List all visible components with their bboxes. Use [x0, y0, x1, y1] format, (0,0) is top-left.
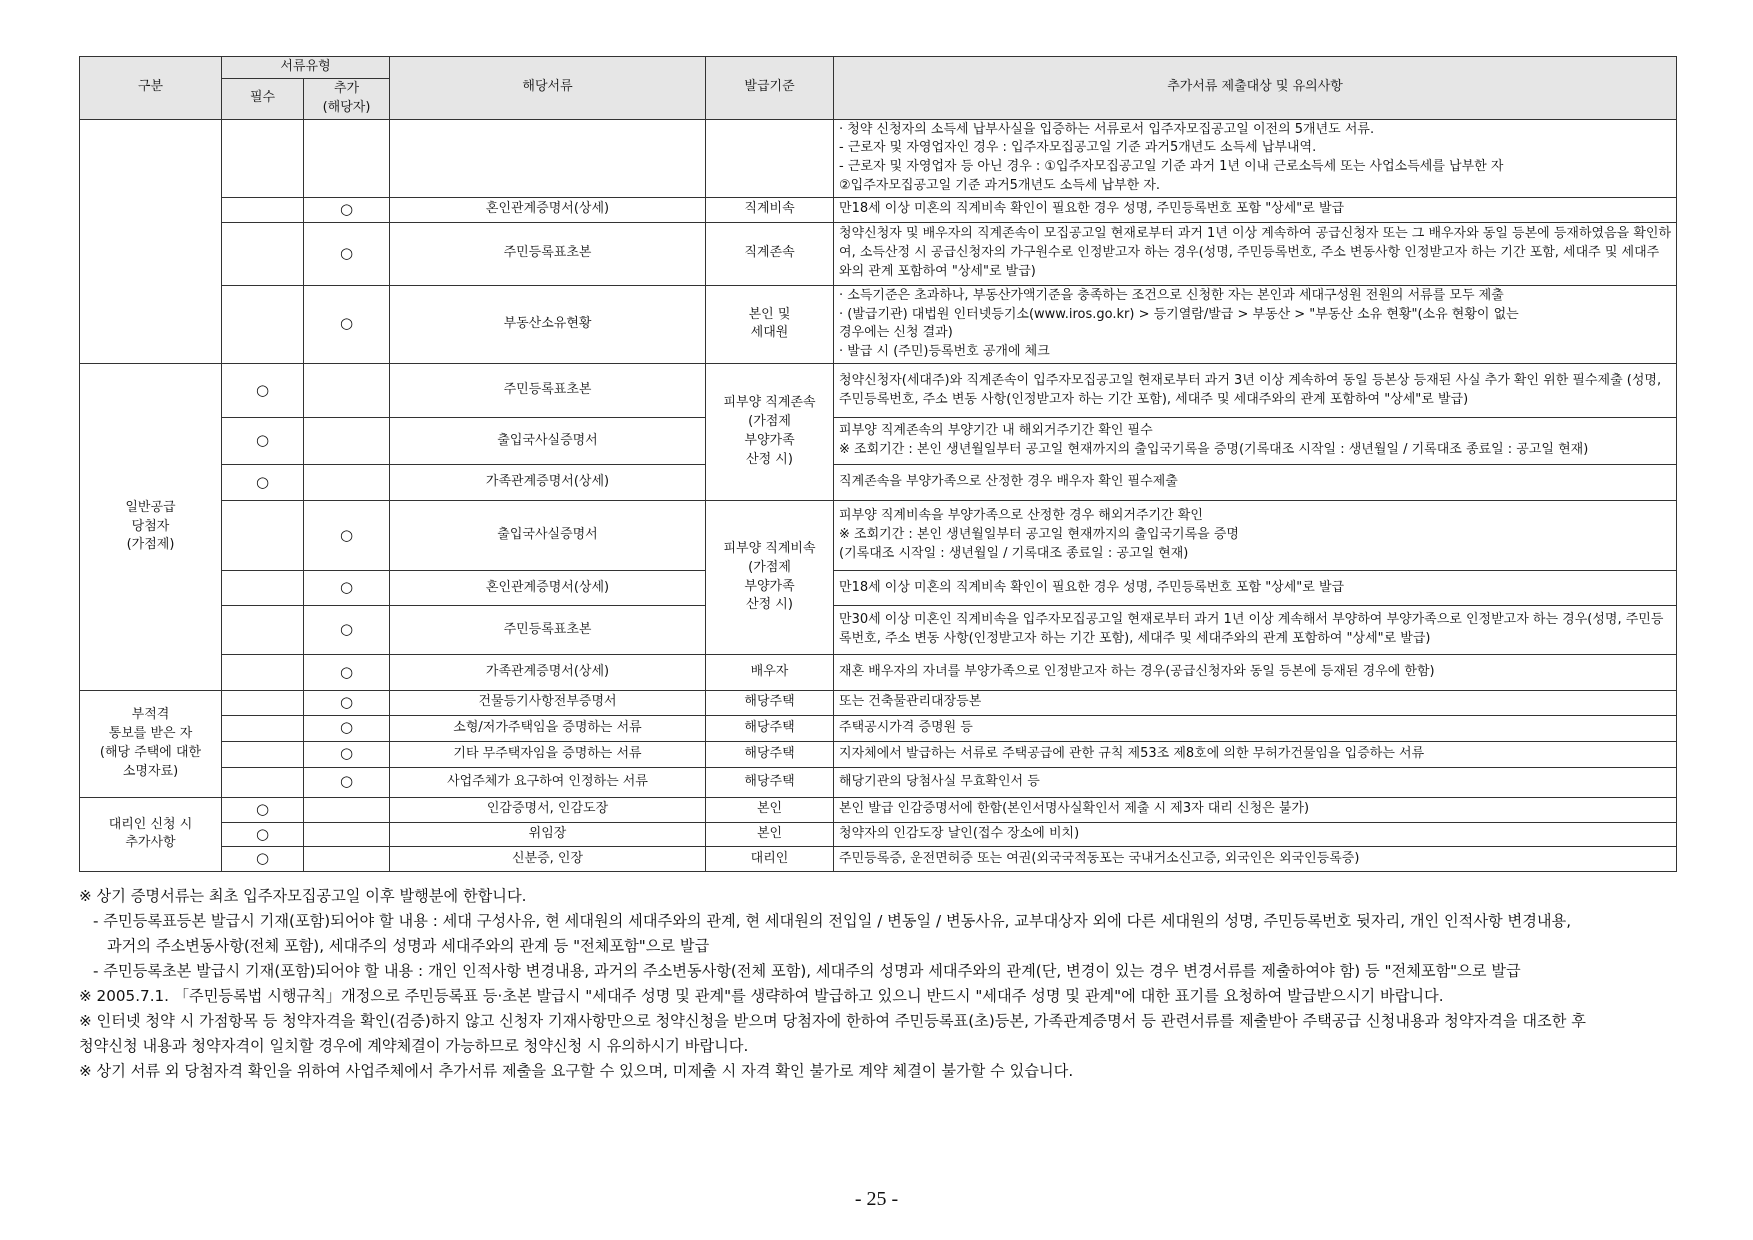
basis-cell: 본인 — [706, 822, 834, 847]
table-row — [80, 418, 1677, 465]
group-proxy-application: 대리인 신청 시 추가사항 — [80, 797, 222, 871]
note-cell: 피부양 직계비속을 부양가족으로 산정한 경우 해외거주기간 확인 ※ 조회기간 : 본인 생년월일부터 공고일 현재까지의 출입국기록을 증명 (기록대조 시작일 : 생년월일 / 기록대조 종료일 : 공고일 현재) — [834, 501, 1677, 571]
footnote: ※ 2005.7.1. 「주민등록법 시행규칙」개정으로 주민등록표 등·초본 발급시 "세대주 성명 및 관계"를 생략하여 발급하고 있으니 반드시 "세대주 성명 및 관계"에 대한 표기를 요청하여 발급받으시기 바랍니다. — [79, 987, 1444, 1005]
required-documents-table — [79, 56, 1677, 872]
document-cell: 혼인관계증명서(상세) — [390, 197, 706, 222]
additional-mark: ○ — [304, 222, 390, 285]
additional-mark: ○ — [304, 741, 390, 767]
footnote: - 주민등록초본 발급시 기재(포함)되어야 할 내용 : 개인 인적사항 변경내용, 과거의 주소변동사항(전체 포함), 세대주의 성명과 세대주와의 관계(단, 변경이 있는 경우 변경서류를 제출하여야 함) 등 "전체포함"으로 발급 — [93, 962, 1521, 980]
document-cell: 소형/저가주택임을 증명하는 서류 — [390, 715, 706, 741]
note-cell: 재혼 배우자의 자녀를 부양가족으로 인정받고자 하는 경우(공급신청자와 동일 등본에 등재된 경우에 한함) — [834, 655, 1677, 691]
footnotes — [79, 884, 1679, 1084]
table-row — [80, 767, 1677, 797]
document-cell: 위임장 — [390, 822, 706, 847]
basis-cell: 배우자 — [706, 655, 834, 691]
additional-mark: ○ — [304, 571, 390, 606]
note-cell: · 청약 신청자의 소득세 납부사실을 입증하는 서류로서 입주자모집공고일 이전의 5개년도 서류. - 근로자 및 자영업자인 경우 : 입주자모집공고일 기준 과거5개년도 소득세 납부내역. - 근로자 및 자영업자 등 아닌 경우 : ①입주자모집공고일 기준 과거 1년 이내 근로소득세 또는 사업소득세를 납부한 자 ②입주자모집공고일 기준 과거5개년도 소득세 납부한 자. — [834, 119, 1677, 197]
document-cell: 혼인관계증명서(상세) — [390, 571, 706, 606]
table-row — [80, 364, 1677, 418]
basis-cell: 직계존속 — [706, 222, 834, 285]
note-cell: 청약자의 인감도장 날인(접수 장소에 비치) — [834, 822, 1677, 847]
basis-cell: 해당주택 — [706, 691, 834, 716]
table-row — [80, 691, 1677, 716]
table-row — [80, 606, 1677, 655]
table-row — [80, 655, 1677, 691]
document-cell: 사업주체가 요구하여 인정하는 서류 — [390, 767, 706, 797]
table-row — [80, 571, 1677, 606]
table-row — [80, 465, 1677, 501]
document-cell: 가족관계증명서(상세) — [390, 465, 706, 501]
document-cell: 신분증, 인장 — [390, 847, 706, 872]
group-general-supply: 일반공급 당첨자 (가점제) — [80, 364, 222, 691]
footnote: ※ 상기 증명서류는 최초 입주자모집공고일 이후 발행분에 한합니다. — [79, 887, 527, 905]
footnote: 청약신청 내용과 청약자격이 일치할 경우에 계약체결이 가능하므로 청약신청 시 유의하시기 바랍니다. — [79, 1037, 749, 1055]
basis-dependent-parent: 피부양 직계존속 (가점제 부양가족 산정 시) — [706, 364, 834, 501]
document-cell: 기타 무주택자임을 증명하는 서류 — [390, 741, 706, 767]
document-cell: 출입국사실증명서 — [390, 501, 706, 571]
document-cell: 인감증명서, 인감도장 — [390, 797, 706, 822]
note-cell: 주택공시가격 증명원 등 — [834, 715, 1677, 741]
basis-cell: 본인 — [706, 797, 834, 822]
required-mark: ○ — [222, 418, 304, 465]
required-mark: ○ — [222, 797, 304, 822]
basis-cell: 대리인 — [706, 847, 834, 872]
basis-cell: 해당주택 — [706, 767, 834, 797]
footnote: 과거의 주소변동사항(전체 포함), 세대주의 성명과 세대주와의 관계 등 "전체포함"으로 발급 — [107, 937, 710, 955]
table-row — [80, 285, 1677, 363]
additional-mark: ○ — [304, 715, 390, 741]
page-number: - 25 - — [854, 1188, 899, 1210]
header-additional: 추가 (해당자) — [304, 78, 390, 119]
footnote: ※ 상기 서류 외 당첨자격 확인을 위하여 사업주체에서 추가서류 제출을 요구할 수 있으며, 미제출 시 자격 확인 불가로 계약 체결이 불가할 수 있습니다. — [79, 1062, 1074, 1080]
additional-mark: ○ — [304, 767, 390, 797]
required-mark: ○ — [222, 364, 304, 418]
header-gubun: 구분 — [80, 57, 222, 120]
basis-cell: 본인 및 세대원 — [706, 285, 834, 363]
note-cell: 만18세 이상 미혼의 직계비속 확인이 필요한 경우 성명, 주민등록번호 포함 "상세"로 발급 — [834, 197, 1677, 222]
document-cell: 부동산소유현황 — [390, 285, 706, 363]
footnote: - 주민등록표등본 발급시 기재(포함)되어야 할 내용 : 세대 구성사유, 현 세대원의 세대주와의 관계, 현 세대원의 전입일 / 변동일 / 변동사유, 교부대상자 외에 다른 세대원의 성명, 주민등록번호 뒷자리, 개인 인적사항 변경내용, — [93, 912, 1572, 930]
note-cell: 만18세 이상 미혼의 직계비속 확인이 필요한 경우 성명, 주민등록번호 포함 "상세"로 발급 — [834, 571, 1677, 606]
note-cell: 지자체에서 발급하는 서류로 주택공급에 관한 규칙 제53조 제8호에 의한 무허가건물임을 입증하는 서류 — [834, 741, 1677, 767]
required-mark: ○ — [222, 822, 304, 847]
additional-mark: ○ — [304, 285, 390, 363]
header-required: 필수 — [222, 78, 304, 119]
header-notes: 추가서류 제출대상 및 유의사항 — [834, 57, 1677, 120]
document-cell: 건물등기사항전부증명서 — [390, 691, 706, 716]
header-doc-type: 서류유형 — [222, 57, 390, 79]
note-cell: 주민등록증, 운전면허증 또는 여권(외국국적동포는 국내거소신고증, 외국인은 외국인등록증) — [834, 847, 1677, 872]
table-row — [80, 197, 1677, 222]
table-row — [80, 822, 1677, 847]
basis-dependent-child: 피부양 직계비속 (가점제 부양가족 산정 시) — [706, 501, 834, 655]
document-cell: 주민등록표초본 — [390, 606, 706, 655]
additional-mark: ○ — [304, 501, 390, 571]
header-issue-basis: 발급기준 — [706, 57, 834, 120]
required-mark: ○ — [222, 465, 304, 501]
note-cell: 만30세 이상 미혼인 직계비속을 입주자모집공고일 현재로부터 과거 1년 이상 계속해서 부양하여 부양가족으로 인정받고자 하는 경우(성명, 주민등록번호, 주소 변동 사항(인정받고자 하는 기간 포함), 세대주 및 세대주와의 관계 포함하여 "상세"로 발급) — [834, 606, 1677, 655]
additional-mark: ○ — [304, 655, 390, 691]
group-cell-blank — [80, 119, 222, 364]
note-cell: 청약신청자(세대주)와 직계존속이 입주자모집공고일 현재로부터 과거 3년 이상 계속하여 동일 등본상 등재된 사실 추가 확인 위한 필수제출 (성명, 주민등록번호, 주소 변동 사항(인정받고자 하는 기간 포함), 세대주 및 세대주와의 관계 포함하여 "상세"로 발급) — [834, 364, 1677, 418]
document-cell: 가족관계증명서(상세) — [390, 655, 706, 691]
required-mark: ○ — [222, 847, 304, 872]
table-row — [80, 741, 1677, 767]
additional-mark: ○ — [304, 197, 390, 222]
table-row — [80, 501, 1677, 571]
basis-cell: 해당주택 — [706, 741, 834, 767]
note-cell: 본인 발급 인감증명서에 한함(본인서명사실확인서 제출 시 제3자 대리 신청은 불가) — [834, 797, 1677, 822]
note-cell: 또는 건축물관리대장등본 — [834, 691, 1677, 716]
document-cell: 주민등록표초본 — [390, 364, 706, 418]
table-row — [80, 715, 1677, 741]
note-cell: 직계존속을 부양가족으로 산정한 경우 배우자 확인 필수제출 — [834, 465, 1677, 501]
document-cell: 주민등록표초본 — [390, 222, 706, 285]
group-ineligible-notice: 부적격 통보를 받은 자 (해당 주택에 대한 소명자료) — [80, 691, 222, 798]
table-row — [80, 222, 1677, 285]
table-row — [80, 847, 1677, 872]
additional-mark: ○ — [304, 691, 390, 716]
header-document: 해당서류 — [390, 57, 706, 120]
document-cell: 출입국사실증명서 — [390, 418, 706, 465]
additional-mark: ○ — [304, 606, 390, 655]
note-cell: 피부양 직계존속의 부양기간 내 해외거주기간 확인 필수 ※ 조회기간 : 본인 생년월일부터 공고일 현재까지의 출입국기록을 증명(기록대조 시작일 : 생년월일 / 기록대조 종료일 : 공고일 현재) — [834, 418, 1677, 465]
table-row — [80, 797, 1677, 822]
basis-cell: 해당주택 — [706, 715, 834, 741]
note-cell: 해당기관의 당첨사실 무효확인서 등 — [834, 767, 1677, 797]
basis-cell: 직계비속 — [706, 197, 834, 222]
footnote: ※ 인터넷 청약 시 가점항목 등 청약자격을 확인(검증)하지 않고 신청자 기재사항만으로 청약신청을 받으며 당첨자에 한하여 주민등록표(초)등본, 가족관계증명서 등 관련서류를 제출받아 주택공급 신청내용과 청약자격을 대조한 후 — [79, 1012, 1586, 1030]
table-row — [80, 119, 1677, 197]
note-cell: 청약신청자 및 배우자의 직계존속이 모집공고일 현재로부터 과거 1년 이상 계속하여 공급신청자 또는 그 배우자와 동일 등본에 등재하였음을 확인하여, 소득산정 시 공급신청자의 가구원수로 인정받고자 하는 경우(성명, 주민등록번호, 주소 변동사항 인정받고자 하는 기간 포함, 세대주 및 세대주와의 관계 포함하여 "상세"로 발급) — [834, 222, 1677, 285]
note-cell: · 소득기준은 초과하나, 부동산가액기준을 충족하는 조건으로 신청한 자는 본인과 세대구성원 전원의 서류를 모두 제출 · (발급기관) 대법원 인터넷등기소(www.iros.go.kr) > 등기열람/발급 > 부동산 > "부동산 소유 현황"(소유 현황이 없는 경우에는 신청 결과) · 발급 시 (주민)등록번호 공개에 체크 — [834, 285, 1677, 363]
